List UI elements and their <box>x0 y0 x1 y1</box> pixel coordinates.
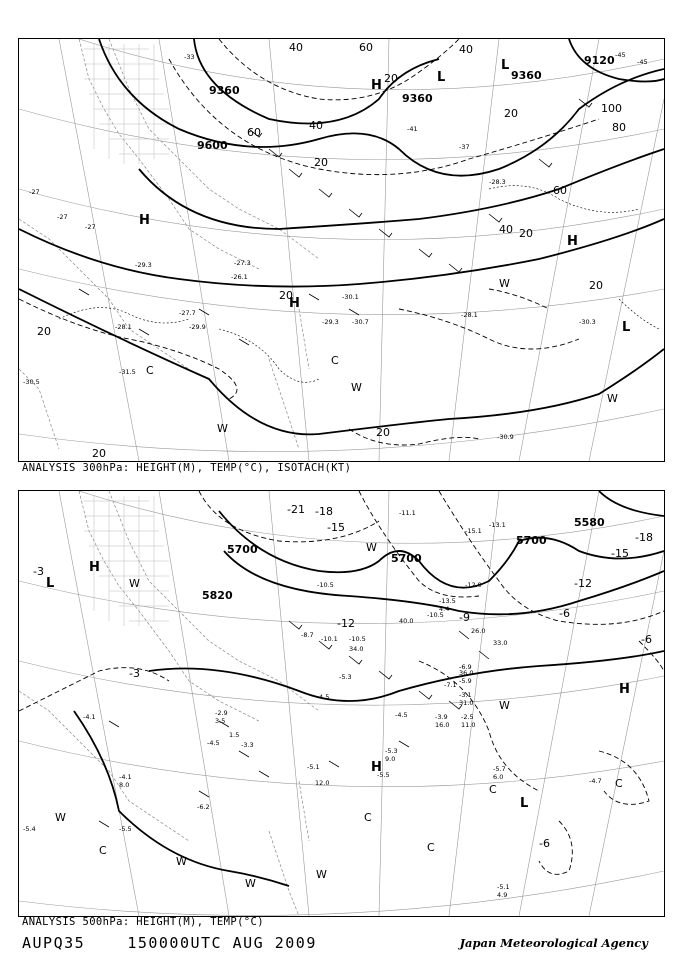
isotach-label: 40 <box>309 119 323 132</box>
high-center: H <box>567 234 578 249</box>
isotach-label: 20 <box>314 156 328 169</box>
obs-label: 36.0 <box>459 669 474 677</box>
valid-time: 150000UTC AUG 2009 <box>127 934 317 952</box>
isotherm-label: -12 <box>574 577 592 590</box>
obs-label: 8.0 <box>119 781 130 789</box>
height-label: 5700 <box>227 543 258 556</box>
warm-mark: W <box>499 277 510 290</box>
obs-label: -3.3 <box>241 741 254 749</box>
obs-label: -6.2 <box>197 803 210 811</box>
temp-label: -28.1 <box>461 311 478 319</box>
obs-label: 12.0 <box>315 779 330 787</box>
obs-label: -3.1 <box>459 691 472 699</box>
temp-label: -29.3 <box>322 318 339 326</box>
obs-label: -15.1 <box>465 527 482 535</box>
obs-label: 33.0 <box>493 639 508 647</box>
isotherm-label: -9 <box>459 611 470 624</box>
isotherm-label: -3 <box>33 565 44 578</box>
height-label: 5580 <box>574 516 605 529</box>
isotach-label: 20 <box>504 107 518 120</box>
chart-id <box>22 934 317 952</box>
chart-code: AUPQ35 <box>22 934 86 952</box>
temp-label: -41 <box>407 125 418 133</box>
isotachs-300 <box>19 39 599 445</box>
low-center: L <box>622 320 631 335</box>
cold-mark: C <box>364 811 372 824</box>
caption-300hpa: ANALYSIS 300hPa: HEIGHT(M), TEMP(°C), ISOTACH(KT) <box>22 462 352 474</box>
warm-mark: W <box>351 381 362 394</box>
cold-mark: C <box>427 841 435 854</box>
isotach-label: 20 <box>589 279 603 292</box>
pressure-centers-500 <box>46 560 630 811</box>
isotherm-label: -21 <box>287 503 305 516</box>
isotach-labels-300 <box>37 41 626 460</box>
obs-label: -10.5 <box>317 581 334 589</box>
isotach-label: 20 <box>519 227 533 240</box>
temp-label: -29.3 <box>135 261 152 269</box>
obs-label: 4.9 <box>497 891 508 899</box>
low-center: L <box>520 796 529 811</box>
height-label: 9120 <box>584 54 615 67</box>
warm-mark: W <box>176 855 187 868</box>
obs-label: -2.5 <box>461 713 474 721</box>
obs-label: 26.0 <box>471 627 486 635</box>
height-label: 9360 <box>209 84 240 97</box>
height-label: 5700 <box>391 552 422 565</box>
isotach-label: 60 <box>359 41 373 54</box>
isotach-label: 20 <box>376 426 390 439</box>
isotherm-label: -15 <box>611 547 629 560</box>
obs-label: 4.5 <box>319 693 330 701</box>
high-center: H <box>619 682 630 697</box>
obs-label: -2.9 <box>215 709 228 717</box>
warm-cold-marks-500 <box>55 541 623 890</box>
temp-label: -27.7 <box>179 309 196 317</box>
obs-label: -13.5 <box>439 597 456 605</box>
obs-label: -5.9 <box>459 677 472 685</box>
high-center: H <box>289 296 300 311</box>
isotach-label: 20 <box>384 72 398 85</box>
obs-label: -4.1 <box>119 773 132 781</box>
temp-label: -45 <box>637 58 648 66</box>
temp-label: -30.1 <box>342 293 359 301</box>
obs-label: -5.7 <box>493 765 506 773</box>
cold-mark: C <box>146 364 154 377</box>
height-label: 5820 <box>202 589 233 602</box>
obs-label: -5.3 <box>385 747 398 755</box>
isotach-label: 20 <box>92 447 106 460</box>
temp-label: -30.3 <box>579 318 596 326</box>
warm-mark: W <box>217 422 228 435</box>
wind-barbs-500 <box>99 621 489 827</box>
obs-label: 34.0 <box>349 645 364 653</box>
obs-label: -7.1 <box>444 681 457 689</box>
caption-500hpa: ANALYSIS 500hPa: HEIGHT(M), TEMP(°C) <box>22 916 264 928</box>
temp-label: -30.9 <box>497 433 514 441</box>
temp-label: -28.1 <box>115 323 132 331</box>
isotach-label: 80 <box>612 121 626 134</box>
high-center: H <box>371 760 382 775</box>
low-center: L <box>501 58 510 73</box>
map-300hpa <box>19 39 664 461</box>
obs-label: 40.0 <box>399 617 414 625</box>
isotherm-label: -6 <box>539 837 550 850</box>
obs-label: 1.5 <box>229 731 240 739</box>
obs-label: -5.4 <box>23 825 36 833</box>
high-center: H <box>139 213 150 228</box>
obs-label: -4.5 <box>395 711 408 719</box>
high-center: H <box>371 78 382 93</box>
isotherms-500 <box>19 491 664 874</box>
grid-500 <box>19 491 664 916</box>
temp-label: -29.9 <box>189 323 206 331</box>
warm-mark: W <box>366 541 377 554</box>
warm-mark: W <box>245 877 256 890</box>
warm-mark: W <box>316 868 327 881</box>
temp-label: -27 <box>57 213 68 221</box>
height-label: 9360 <box>402 92 433 105</box>
obs-label: 3.5 <box>215 717 226 725</box>
obs-label: -11.1 <box>399 509 416 517</box>
isotherm-label: -18 <box>315 505 333 518</box>
temp-label: -37 <box>459 143 470 151</box>
obs-label: 31.0 <box>459 699 474 707</box>
temp-label: -27 <box>29 188 40 196</box>
coastline-500 <box>19 491 319 916</box>
isotherm-label: -12 <box>337 617 355 630</box>
isotach-label: 20 <box>37 325 51 338</box>
cold-mark: C <box>615 777 623 790</box>
hatch-300 <box>84 44 169 164</box>
temp-label: -30.7 <box>352 318 369 326</box>
obs-label: -5.1 <box>307 763 320 771</box>
high-center: H <box>89 560 100 575</box>
obs-label: -5.3 <box>339 673 352 681</box>
obs-label: -5.5 <box>377 771 390 779</box>
isotach-label: 40 <box>459 43 473 56</box>
warm-mark: W <box>55 811 66 824</box>
grid-300 <box>19 39 664 461</box>
cold-mark: C <box>99 844 107 857</box>
cold-mark: C <box>331 354 339 367</box>
obs-label: -4.7 <box>589 777 602 785</box>
obs-label: -10.1 <box>321 635 338 643</box>
warm-cold-marks-300 <box>146 277 618 435</box>
cold-mark: C <box>489 783 497 796</box>
obs-label: 4.4 <box>439 605 450 613</box>
chart-500hpa <box>18 490 665 917</box>
agency-name: Japan Meteorological Agency <box>459 936 648 950</box>
obs-label: -4.1 <box>83 713 96 721</box>
isotherm-label: -3 <box>129 667 140 680</box>
obs-label: -5.1 <box>497 883 510 891</box>
temp-label: -45 <box>615 51 626 59</box>
isotherm-label: -6 <box>641 633 652 646</box>
obs-label: -10.5 <box>427 611 444 619</box>
obs-label: -4.5 <box>207 739 220 747</box>
isotach-label: 100 <box>601 102 622 115</box>
obs-label: -6.9 <box>459 663 472 671</box>
obs-label: -3.9 <box>435 713 448 721</box>
obs-label: -10.5 <box>349 635 366 643</box>
obs-label: 6.0 <box>493 773 504 781</box>
height-label: 9600 <box>197 139 228 152</box>
obs-label: 16.0 <box>435 721 450 729</box>
temp-label: -31.5 <box>119 368 136 376</box>
obs-label: -13.1 <box>489 521 506 529</box>
isotherm-label: -6 <box>559 607 570 620</box>
isotherm-label: -18 <box>635 531 653 544</box>
warm-mark: W <box>129 577 140 590</box>
isotach-label: 40 <box>499 223 513 236</box>
warm-mark: W <box>607 392 618 405</box>
temp-label: -27.3 <box>234 259 251 267</box>
temp-labels-300 <box>23 51 648 441</box>
height-labels-500 <box>202 516 605 602</box>
height-label: 9360 <box>511 69 542 82</box>
low-center: L <box>437 70 446 85</box>
low-center: L <box>46 576 55 591</box>
isotach-label: 60 <box>247 126 261 139</box>
isotherm-label: -15 <box>327 521 345 534</box>
isotach-label: 20 <box>279 289 293 302</box>
obs-label: -5.5 <box>119 825 132 833</box>
temp-label: -26.1 <box>231 273 248 281</box>
temp-label: -27 <box>85 223 96 231</box>
map-500hpa <box>19 491 664 916</box>
isotach-label: 60 <box>553 184 567 197</box>
obs-label: 9.0 <box>385 755 396 763</box>
temp-label: -33 <box>184 53 195 61</box>
temp-label: -28.3 <box>489 178 506 186</box>
obs-label: -12.9 <box>465 581 482 589</box>
warm-mark: W <box>499 699 510 712</box>
height-label: 5700 <box>516 534 547 547</box>
isotach-label: 40 <box>289 41 303 54</box>
temp-label: -30.5 <box>23 378 40 386</box>
chart-300hpa <box>18 38 665 462</box>
obs-label: 11.0 <box>461 721 476 729</box>
obs-label: -8.7 <box>301 631 314 639</box>
